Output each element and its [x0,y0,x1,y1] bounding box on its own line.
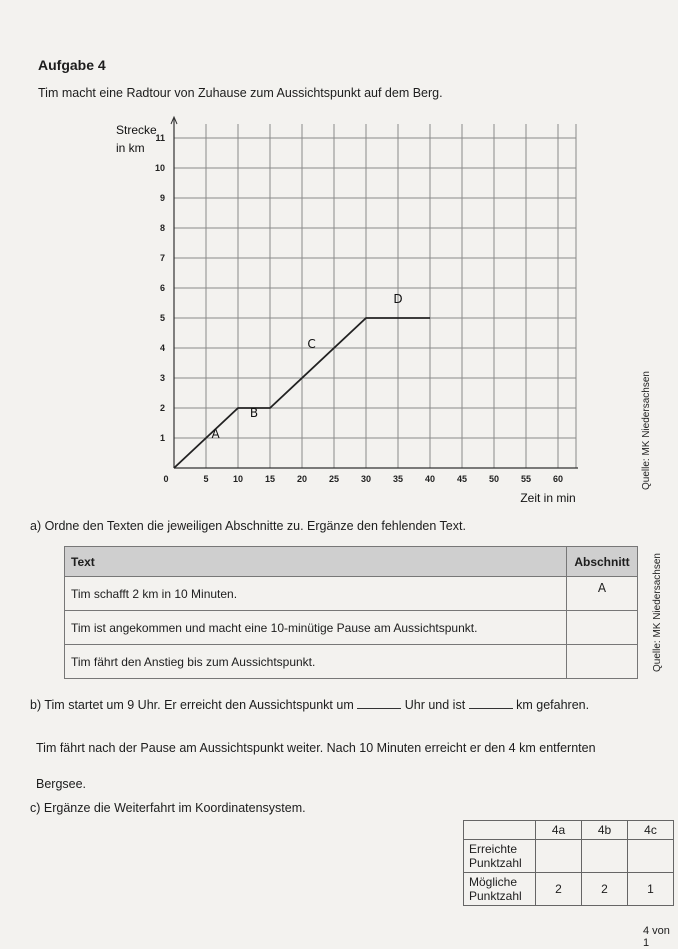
row-text: Tim ist angekommen und macht eine 10-minütige Pause am Aussichtspunkt. [65,611,567,645]
y-tick-label: 4 [159,343,165,353]
x-tick-label: 50 [488,474,500,484]
score-col-4b: 4b [582,821,628,840]
y-tick-label: 6 [159,283,165,293]
x-tick-label: 10 [232,474,244,484]
segment-label: B [249,406,259,420]
score-col-4c: 4c [628,821,674,840]
row-section-answer[interactable] [567,645,638,679]
table-row [65,577,638,611]
possible-4c: 1 [628,873,674,906]
x-tick-label: 35 [392,474,404,484]
y-tick-label: 7 [159,253,165,263]
source-note-table: Quelle: MK Niedersachsen [652,553,663,672]
task-intro: Tim macht eine Radtour von Zuhause zum Aussichtspunkt auf dem Berg. [38,86,443,100]
score-col-4a: 4a [536,821,582,840]
x-tick-label: 0 [163,474,169,484]
score-table [463,820,674,906]
score-row-possible [464,873,674,906]
header-text: Text [65,547,567,577]
distance-time-chart [108,110,578,505]
segment-label: D [393,292,403,306]
row-text: Tim fährt den Anstieg bis zum Aussichtspunkt. [65,645,567,679]
x-tick-label: 60 [552,474,564,484]
score-corner [464,821,536,840]
x-tick-label: 45 [456,474,468,484]
task-title: Aufgabe 4 [38,57,106,73]
y-tick-label: 1 [159,433,165,443]
score-label-possible: Mögliche Punktzahl [464,873,536,906]
y-tick-label: 5 [159,313,165,323]
row-section-answer[interactable] [567,611,638,645]
page-number: 4 von 1 [643,925,670,949]
score-header-row [464,821,674,840]
continuation-text-line2: Bergsee. [36,777,87,791]
header-section: Abschnitt [567,547,638,577]
y-axis-label: Strecke [116,123,157,137]
y-tick-label: 3 [159,373,165,383]
achieved-4a[interactable] [536,840,582,873]
segment-label: C [307,337,316,351]
x-tick-label: 15 [264,474,276,484]
table-row [65,645,638,679]
x-tick-label: 25 [328,474,340,484]
y-tick-label: 11 [155,133,165,143]
segment-label: A [211,427,220,441]
question-b-part2: Uhr und ist [404,698,466,712]
achieved-4b[interactable] [582,840,628,873]
x-tick-label: 40 [424,474,436,484]
y-tick-label: 9 [159,193,165,203]
x-tick-label: 55 [520,474,532,484]
question-a: a) Ordne den Texten die jeweiligen Abschnitte zu. Ergänze den fehlenden Text. [30,519,466,533]
table-row [65,611,638,645]
question-c: c) Ergänze die Weiterfahrt im Koordinatensystem. [30,801,306,815]
table-header-row [65,547,638,577]
score-label-achieved: Erreichte Punktzahl [464,840,536,873]
question-b-part3: km gefahren. [516,698,590,712]
assignment-table [64,546,638,679]
y-tick-label: 8 [159,223,165,233]
y-tick-label: 2 [159,403,165,413]
row-section-answer[interactable]: A [567,577,638,611]
x-axis-label: Zeit in min [520,491,576,505]
blank-arrival-time[interactable] [357,698,401,709]
source-note-chart: Quelle: MK Niedersachsen [641,371,652,490]
x-tick-label: 20 [296,474,308,484]
blank-distance[interactable] [469,698,513,709]
question-b-part1: b) Tim startet um 9 Uhr. Er erreicht den Aussichtspunkt um [30,698,354,712]
possible-4a: 2 [536,873,582,906]
x-tick-label: 5 [203,474,209,484]
achieved-4c[interactable] [628,840,674,873]
y-tick-label: 10 [154,163,165,173]
score-row-achieved [464,840,674,873]
continuation-text-line1: Tim fährt nach der Pause am Aussichtspunkt weiter. Nach 10 Minuten erreicht er den 4 km entfernten [36,741,596,755]
x-tick-label: 30 [360,474,372,484]
question-b [30,698,589,712]
possible-4b: 2 [582,873,628,906]
row-text: Tim schafft 2 km in 10 Minuten. [65,577,567,611]
y-axis-label: in km [116,141,145,155]
